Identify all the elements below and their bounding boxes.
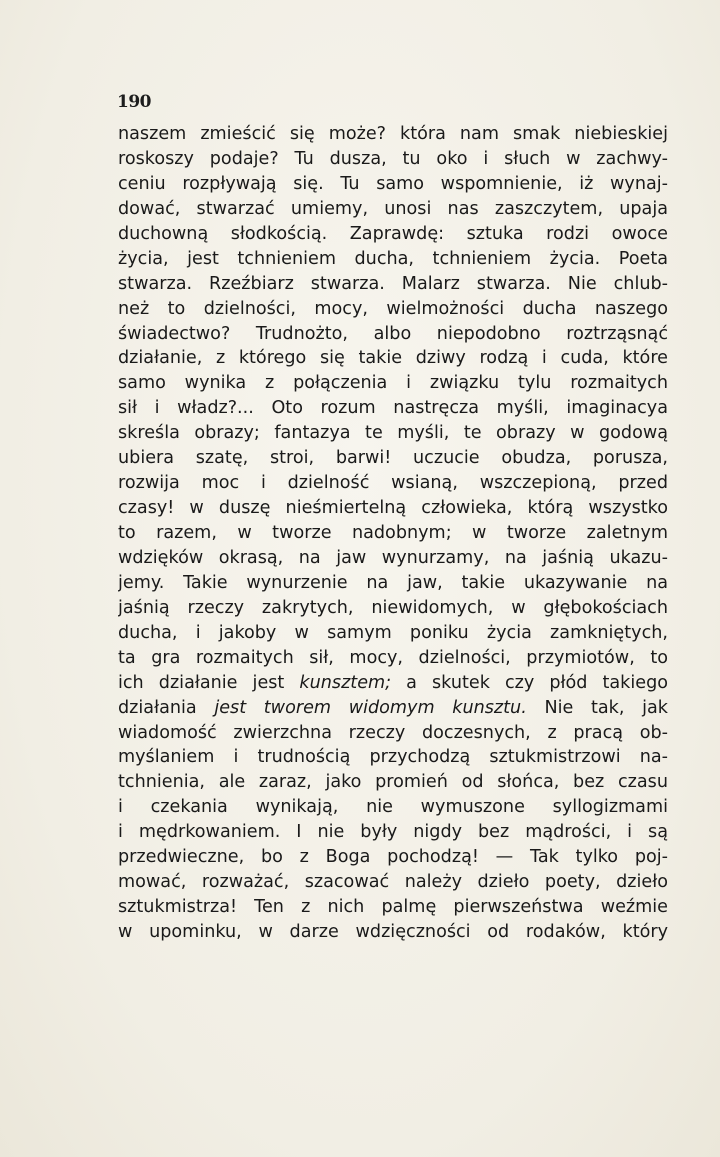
text-line: w upominku, w darze wdzięczności od rodaków, który xyxy=(118,922,668,942)
text-line: skreśla obrazy; fantazya te myśli, te obrazy w godową xyxy=(118,423,668,444)
text-line: ta gra rozmaitych sił, mocy, dzielności, przymiotów, to xyxy=(118,647,668,668)
text-line: neż to dzielności, mocy, wielmożności ducha naszego xyxy=(118,298,668,319)
text-line: to razem, w tworze nadobnym; w tworze zaletnym xyxy=(118,523,668,543)
text-line: rozwija moc i dzielność wsianą, wszczepioną, przed xyxy=(118,473,668,494)
text-line: życia, jest tchnieniem ducha, tchnieniem życia. Poeta xyxy=(118,248,668,269)
text-line: i czekania wynikają, nie wymuszone syllogizmami xyxy=(118,797,668,818)
emphasis-text: kunsztem; xyxy=(299,672,392,693)
text-line: dować, stwarzać umiemy, unosi nas zaszczytem, upaja xyxy=(118,198,668,219)
emphasis-text: jest tworem widomym kunsztu. xyxy=(214,697,527,718)
text-line: ubiera szatę, stroi, barwi! uczucie obudza, porusza, xyxy=(118,448,668,469)
text-line: naszem zmieścić się może? która nam smak niebieskiej xyxy=(118,124,668,144)
text-line: roskoszy podaje? Tu dusza, tu oko i słuch w zachwy- xyxy=(118,148,668,169)
text-line: czasy! w duszę nieśmiertelną człowieka, którą wszystko xyxy=(118,498,668,519)
text-line: sztukmistrza! Ten z nich palmę pierwszeństwa weźmie xyxy=(118,897,668,918)
text-line: samo wynika z połączenia i związku tylu rozmaitych xyxy=(118,373,668,394)
body-text xyxy=(118,122,668,945)
text-line: mować, rozważać, szacować należy dzieło poety, dzieło xyxy=(118,872,668,893)
text-line: działania jest tworem widomym kunsztu. Nie tak, jak xyxy=(118,697,668,718)
text-line: myślaniem i trudnością przychodzą sztukmistrzowi na- xyxy=(118,747,668,768)
text-line: wdzięków okrasą, na jaw wynurzamy, na jaśnią ukazu- xyxy=(118,547,668,568)
text-line: tchnienia, ale zaraz, jako promień od słońca, bez czasu xyxy=(118,772,668,793)
text-line: jaśnią rzeczy zakrytych, niewidomych, w głębokościach xyxy=(118,597,668,618)
text-line: wiadomość zwierzchna rzeczy doczesnych, z pracą ob- xyxy=(118,722,668,743)
text-line: działanie, z którego się takie dziwy rodzą i cuda, które xyxy=(118,348,668,369)
text-line: stwarza. Rzeźbiarz stwarza. Malarz stwarza. Nie chlub- xyxy=(118,273,668,294)
text-line: przedwieczne, bo z Boga pochodzą! — Tak tylko poj- xyxy=(118,847,668,868)
text-line: ducha, i jakoby w samym poniku życia zamkniętych, xyxy=(118,622,668,643)
text-line: i mędrkowaniem. I nie były nigdy bez mądrości, i są xyxy=(118,822,668,843)
text-line: jemy. Takie wynurzenie na jaw, takie ukazywanie na xyxy=(118,572,668,593)
text-line: świadectwo? Trudnożto, albo niepodobno roztrząsnąć xyxy=(118,323,668,344)
text-line: ich działanie jest kunsztem; a skutek czy płód takiego xyxy=(118,672,668,693)
text-line: ceniu rozpływają się. Tu samo wspomnienie, iż wynaj- xyxy=(118,173,668,194)
page-number: 190 xyxy=(117,92,151,112)
text-line: sił i władz?... Oto rozum nastręcza myśli, imaginacya xyxy=(118,398,668,419)
text-line: duchowną słodkością. Zaprawdę: sztuka rodzi owoce xyxy=(118,223,668,244)
